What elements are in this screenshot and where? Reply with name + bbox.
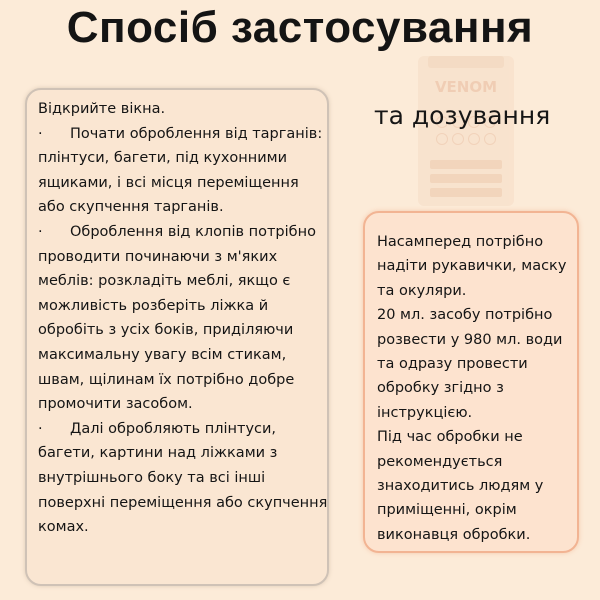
list-item-line: комах.	[38, 519, 89, 536]
instructions-intro: Відкрийте вікна.	[38, 101, 166, 117]
product-label: VENOM	[434, 78, 498, 96]
page-title: Спосіб застосування	[66, 3, 534, 52]
dosage-line: рекомендується	[377, 453, 503, 470]
page-subtitle: та дозування	[374, 101, 551, 130]
list-item-line: швам, щілинам їх потрібно добре	[38, 371, 295, 388]
bullet-icon: ·	[38, 223, 43, 240]
list-item-line: максимальну увагу всім стикам,	[38, 346, 287, 363]
dosage-line: інструкцією.	[377, 404, 473, 421]
dosage-line: та окуляри.	[377, 282, 467, 299]
list-item-line: плінтуси, багети, під кухонними	[38, 150, 288, 167]
list-item-line: обробіть з усіх боків, приділяючи	[38, 322, 294, 339]
dosage-line: та одразу провести	[377, 356, 528, 373]
list-item: · Почати оброблення від тарганів:	[38, 122, 327, 147]
list-item: · Далі обробляють плінтуси,	[38, 417, 327, 442]
dosage-line: обробку згідно з	[377, 380, 504, 397]
bullet-icon: ·	[38, 125, 43, 142]
bullet-icon: ·	[38, 420, 43, 437]
dosage-line: надіти рукавички, маску	[377, 258, 567, 275]
list-item-line: можливість розберіть ліжка й	[38, 297, 269, 314]
dosage-line: виконавця обробки.	[377, 526, 531, 543]
list-item-line: меблів: розкладіть меблі, якщо є	[38, 273, 291, 290]
dosage-text	[377, 230, 566, 547]
list-item-line: або скупчення тарганів.	[38, 199, 224, 216]
list-item-line: проводити починаючи з м'яких	[38, 248, 278, 265]
list-item-line: промочити засобом.	[38, 396, 193, 413]
dosage-line: Насамперед потрібно	[377, 234, 544, 250]
dosage-line: знаходитись людям у	[377, 478, 544, 495]
instructions-text	[38, 97, 327, 540]
list-item-line: багети, картини над ліжками з	[38, 445, 278, 462]
dosage-line: Під час обробки не	[377, 429, 523, 446]
dosage-line: розвести у 980 мл. води	[377, 331, 563, 348]
list-item-line: внутрішнього боку та всі інші	[38, 469, 266, 486]
dosage-line: 20 мл. засобу потрібно	[377, 307, 553, 324]
list-item: · Оброблення від клопів потрібно	[38, 220, 327, 245]
list-item-line: ящиками, і всі місця переміщення	[38, 174, 299, 191]
dosage-line: приміщенні, окрім	[377, 502, 517, 519]
list-item-line: поверхні переміщення або скупчення	[38, 494, 328, 511]
